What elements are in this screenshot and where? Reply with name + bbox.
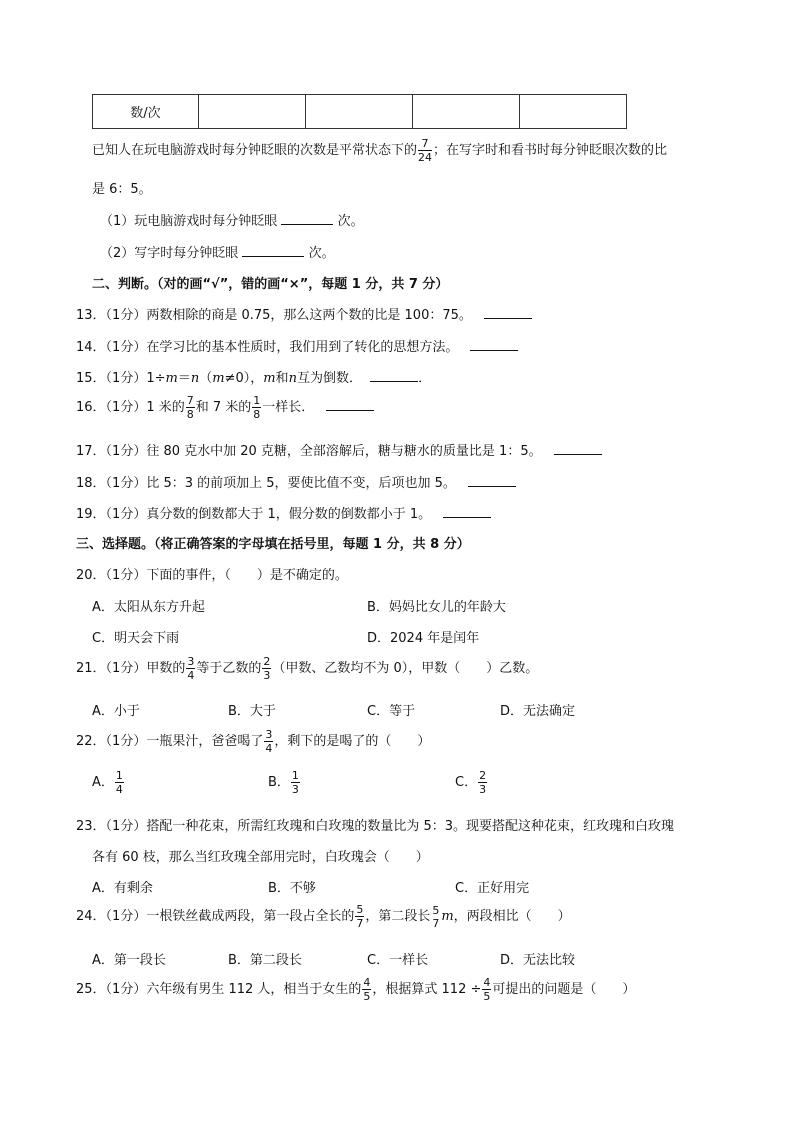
option-c[interactable] [455, 770, 488, 795]
math-variable: m [263, 371, 276, 386]
math-variable: n [288, 371, 297, 386]
answer-blank[interactable] [484, 306, 532, 319]
fraction-numerator: 1 [115, 769, 123, 782]
question-text: 21．（1分）甲数的 [76, 661, 186, 676]
fraction-numerator: 5 [356, 903, 364, 916]
option-b[interactable]: B．不够 [268, 881, 316, 896]
table-cell [413, 95, 520, 129]
math-variable: m [212, 371, 225, 386]
question-15 [76, 367, 431, 386]
question-text: 19．（1分）真分数的倒数都大于 1，假分数的倒数都小于 1。 [76, 507, 432, 522]
section-2-title: 二、判断。（对的画“√”，错的画“×”，每题 1 分，共 7 分） [92, 277, 449, 292]
question-text: ，第二段长 [365, 909, 431, 924]
fraction [291, 770, 300, 795]
question-text: 等于乙数的 [196, 661, 262, 676]
fraction-numerator: 2 [263, 655, 271, 668]
question-20-stem: 20．（1分）下面的事件，（ ）是不确定的。 [76, 568, 348, 583]
fraction-numerator: 1 [291, 769, 299, 782]
math-variable: n [190, 371, 200, 386]
fraction-denominator: 5 [483, 990, 491, 1003]
question-text: 15．（1分）1÷ [76, 371, 166, 386]
question-text: ，根据算式 112 ÷ [372, 982, 482, 997]
question-text: 和 [275, 371, 289, 386]
question-text: 18．（1分）比 5：3 的前项加上 5，要使比值不变，后项也加 5。 [76, 476, 456, 491]
fraction-denominator: 5 [363, 990, 371, 1003]
option-b[interactable]: B．妈妈比女儿的年龄大 [367, 600, 506, 615]
fraction [418, 138, 432, 163]
question-23-line-1: 23．（1分）搭配一种花束，所需红玫瑰和白玫瑰的数量比为 5：3。现要搭配这种花束，红玫瑰和白玫瑰 [76, 819, 674, 834]
fraction-denominator: 3 [479, 783, 487, 796]
intro-line-2: 是 6：5。 [92, 182, 152, 197]
fraction-numerator: 4 [363, 976, 371, 989]
option-label: B． [268, 775, 290, 790]
fraction-denominator: 4 [265, 742, 273, 755]
question-text: 13．（1分）两数相除的商是 0.75，那么这两个数的比是 100：75。 [76, 308, 472, 323]
fraction [264, 729, 273, 754]
option-a[interactable]: A．小于 [92, 704, 140, 719]
fraction-numerator: 3 [187, 655, 195, 668]
fraction-denominator: 3 [291, 783, 299, 796]
question-21-stem [76, 656, 538, 681]
question-17 [76, 440, 602, 459]
question-text: （ [199, 371, 213, 386]
table-cell [520, 95, 627, 129]
fraction-denominator: 7 [432, 916, 440, 930]
fraction-numerator: 4 [483, 976, 491, 989]
answer-blank[interactable] [326, 398, 374, 411]
option-a[interactable]: A．太阳从东方升起 [92, 600, 205, 615]
fraction-denominator: 8 [253, 408, 261, 421]
fraction-denominator: 8 [186, 408, 194, 421]
answer-blank[interactable] [370, 369, 418, 382]
sub-question-text: （1）玩电脑游戏时每分钟眨眼 [100, 214, 278, 229]
question-text: ，剩下的是喝了的（ ） [274, 734, 431, 749]
fraction-denominator: 24 [418, 151, 433, 164]
fraction-numerator: 7 [418, 138, 432, 151]
option-d[interactable]: D．无法比较 [500, 953, 576, 968]
fraction [478, 770, 487, 795]
option-d[interactable]: D．2024 年是闰年 [367, 631, 480, 646]
sub-question-text: （2）写字时每分钟眨眼 [100, 246, 239, 261]
answer-blank[interactable] [470, 338, 518, 351]
fraction-denominator: 7 [356, 917, 364, 930]
option-c[interactable]: C．明天会下雨 [92, 631, 180, 646]
sub-question-2 [100, 242, 335, 261]
fraction [355, 904, 364, 929]
question-16 [76, 395, 374, 420]
option-b[interactable] [268, 770, 301, 795]
question-text: 和 7 米的 [195, 400, 252, 415]
intro-text: 已知人在玩电脑游戏时每分钟眨眼的次数是平常状态下的 [92, 143, 418, 158]
question-text: （甲数、乙数均不为 0），甲数（ ）乙数。 [272, 661, 539, 676]
question-text: 互为倒数． [296, 371, 362, 386]
fraction-numerator: 2 [479, 769, 487, 782]
fraction-denominator: 4 [115, 783, 123, 796]
table-cell [306, 95, 413, 129]
section-3-title: 三、选择题。（将正确答案的字母填在括号里，每题 1 分，共 8 分） [76, 537, 470, 552]
fraction [186, 395, 195, 420]
question-18 [76, 472, 516, 491]
question-text: 25．（1分）六年级有男生 112 人，相当于女生的 [76, 982, 362, 997]
option-c[interactable]: C．等于 [367, 704, 416, 719]
fraction-numerator: 5 [432, 903, 440, 917]
option-a[interactable]: A．第一段长 [92, 953, 166, 968]
answer-blank[interactable] [554, 442, 602, 455]
question-text: 16．（1分）1 米的 [76, 400, 185, 415]
fraction [431, 905, 440, 929]
fraction [362, 977, 371, 1002]
option-label: C． [455, 775, 478, 790]
option-b[interactable]: B．大于 [228, 704, 276, 719]
option-c[interactable]: C．正好用完 [455, 881, 530, 896]
fraction [115, 770, 124, 795]
fraction-denominator: 3 [263, 669, 271, 682]
table-row [93, 95, 627, 129]
math-variable: m [165, 371, 178, 386]
option-c[interactable]: C．一样长 [367, 953, 429, 968]
question-text: ． [418, 371, 432, 386]
option-d[interactable]: D．无法确定 [500, 704, 576, 719]
answer-blank[interactable] [468, 474, 516, 487]
answer-blank[interactable] [281, 212, 333, 225]
question-text: 14．（1分）在学习比的基本性质时，我们用到了转化的思想方法。 [76, 340, 459, 355]
fraction-denominator: 4 [187, 669, 195, 682]
question-text: 一样长． [262, 400, 315, 415]
data-table [92, 94, 627, 129]
fraction [186, 656, 195, 681]
fraction-numerator: 1 [253, 394, 261, 407]
option-label: A． [92, 775, 114, 790]
answer-blank[interactable] [242, 244, 304, 257]
option-a[interactable]: A．有剩余 [92, 881, 153, 896]
question-25-stem [76, 977, 635, 1002]
sub-question-unit: 次。 [308, 246, 335, 261]
question-13 [76, 304, 532, 323]
answer-blank[interactable] [443, 505, 491, 518]
fraction-numerator: 3 [265, 728, 273, 741]
intro-line-1 [92, 138, 667, 163]
fraction [252, 395, 261, 420]
option-b[interactable]: B．第二段长 [228, 953, 302, 968]
sub-question-1 [100, 210, 364, 229]
fraction [482, 977, 491, 1002]
table-cell [199, 95, 306, 129]
table-row-label: 数/次 [93, 95, 199, 129]
question-text: 24．（1分）一根铁丝截成两段，第一段占全长的 [76, 909, 355, 924]
question-text: 可提出的问题是（ ） [492, 982, 636, 997]
intro-text: ；在写字时和看书时每分钟眨眼次数的比 [433, 143, 668, 158]
fraction [262, 656, 271, 681]
question-24-stem [76, 904, 571, 929]
question-19 [76, 503, 491, 522]
sub-question-unit: 次。 [337, 214, 364, 229]
question-text: ＝ [177, 371, 191, 386]
fraction-numerator: 7 [186, 394, 194, 407]
question-14 [76, 336, 518, 355]
question-text: 22．（1分）一瓶果汁，爸爸喝了 [76, 734, 264, 749]
question-text: ，两段相比（ ） [453, 909, 571, 924]
question-text: ≠0）， [224, 371, 264, 386]
question-text: 17．（1分）往 80 克水中加 20 克糖，全部溶解后，糖与糖水的质量比是 1：5。 [76, 444, 542, 459]
question-23-line-2: 各有 60 枝，那么当红玫瑰全部用完时，白玫瑰会（ ） [92, 850, 429, 865]
option-a[interactable] [92, 770, 125, 795]
unit-label: m [441, 909, 454, 924]
question-22-stem [76, 729, 430, 754]
